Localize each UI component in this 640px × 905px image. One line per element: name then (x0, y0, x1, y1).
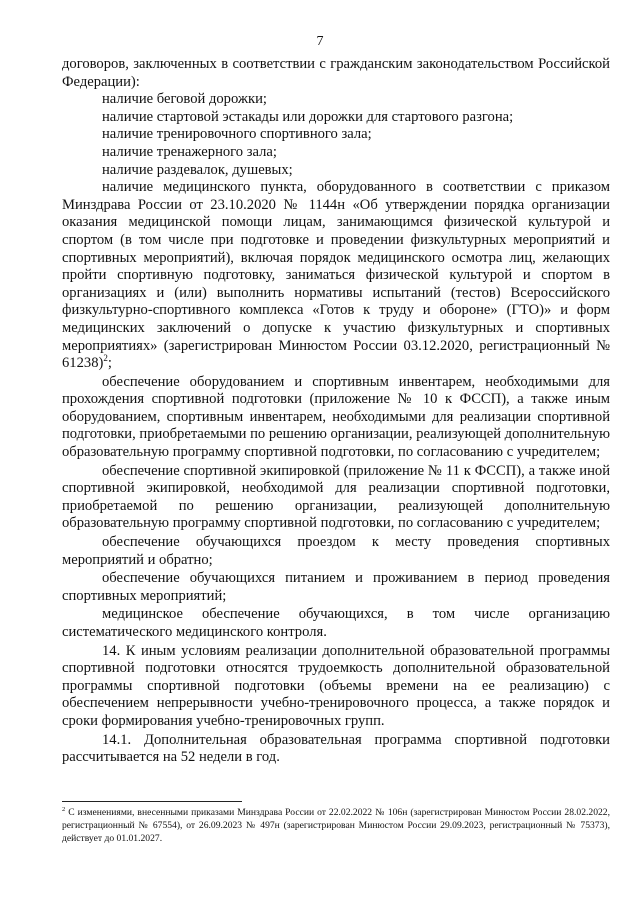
list-item: наличие тренажерного зала; (102, 143, 277, 160)
list-item: медицинское обеспечение обучающихся, в том числе организацию систематического медицинского контроля. (62, 606, 610, 640)
list-item: обеспечение обучающихся проездом к месту проведения спортивных мероприятий и обратно; (62, 534, 610, 568)
footnote-divider (62, 801, 242, 802)
clause-14-1: 14.1. Дополнительная образовательная программа спортивной подготовки рассчитывается на 52 недели в год. (62, 731, 610, 766)
list-item: обеспечение обучающихся питанием и проживанием в период проведения спортивных мероприятий; (62, 570, 610, 604)
list-item: обеспечение спортивной экипировкой (приложение № 11 к ФССП), а также иной спортивной экипировкой, необходимой для реализации спортивной подготовки, приобретаемой по решению организации, реализующей дополнительную образовательную программу спортивной подготовки, по согласованию с учредителем; (62, 462, 610, 532)
footnote (62, 806, 610, 845)
list-item: наличие раздевалок, душевых; (102, 161, 293, 178)
paragraph: договоров, заключенных в соответствии с гражданским законодательством Российской Федерации): (62, 56, 610, 90)
list-item: обеспечение оборудованием и спортивным инвентарем, необходимыми для прохождения спортивной подготовки (приложение № 10 к ФССП), а также иным оборудованием, спортивным инвентарем, необходимыми для реализации спортивной подготовки, приобретаемыми по решению организации, реализующей дополнительную образовательную программу спортивной подготовки, по согласованию с учредителем; (62, 373, 610, 461)
list-item: наличие стартовой эстакады или дорожки для стартового разгона; (102, 108, 514, 125)
page-number: 7 (316, 34, 324, 49)
footnote-text: С изменениями, внесенными приказами Минздрава России от 22.02.2022 № 106н (зарегистрирован Минюстом России 28.02.2022, регистрационный № 67554), от 26.09.2023 № 497н (зарегистрирован Минюстом России 29.09.2023, регистрационный № 75373), действует до 01.01.2027. (62, 807, 610, 844)
list-item: наличие медицинского пункта, оборудованного в соответствии с приказом Минздрава России от 23.10.2020 № 1144н «Об утверждении порядка организации оказания медицинской помощи лицам, занимающимся физической культурой и спортом (в том числе при подготовке и проведении физкультурных мероприятий и спортивных мероприятий), включая порядок медицинского осмотра лиц, желающих пройти спортивную подготовку, заниматься физической культурой и спортом в организациях и (или) выполнить нормативы испытаний (тестов) Всероссийского физкультурно-спортивного комплекса «Готов к труду и обороне» (ГТО)» и форм медицинских заключений о допуске к участию физкультурных и спортивных мероприятиях» (зарегистрирован Минюстом России 03.12.2020, регистрационный № 61238)$^2$; (62, 179, 610, 372)
list-item: наличие беговой дорожки; (102, 91, 267, 108)
document-body (62, 56, 610, 767)
footnote-reference: 2 (103, 353, 108, 364)
list-item: наличие тренировочного спортивного зала; (102, 126, 372, 143)
footnote-mark: 2 (62, 805, 66, 813)
clause-14: 14. К иным условиям реализации дополнительной образовательной программы спортивной подготовки относятся трудоемкость дополнительной образовательной программы спортивной подготовки (объемы времени на ее реализацию) с обеспечением непрерывности учебно-тренировочного процесса, а также порядок и сроки формирования учебно-тренировочных групп. (62, 642, 610, 729)
